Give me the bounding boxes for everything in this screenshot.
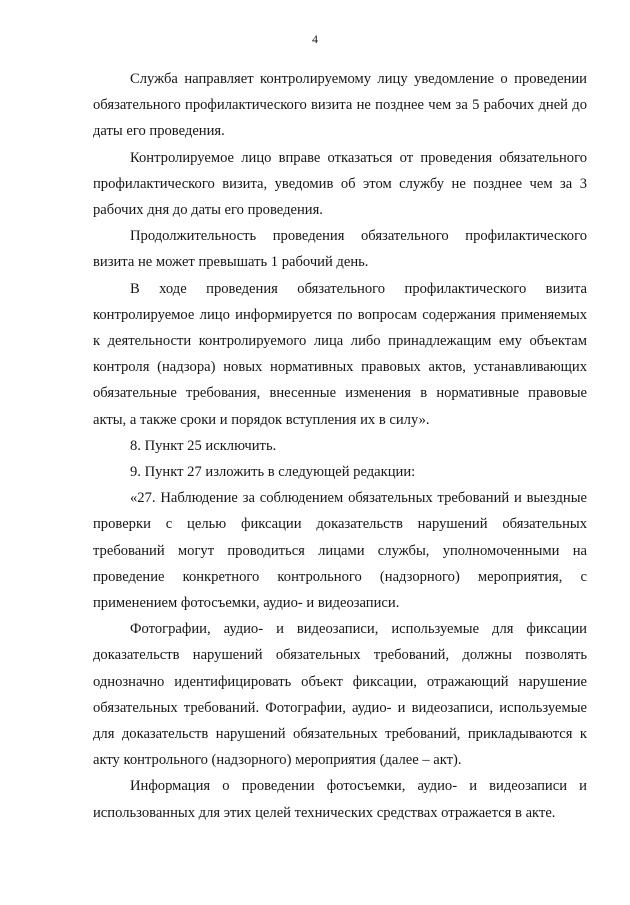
paragraph-visit-information: В ходе проведения обязательного профилактического визита контролируемое лицо информируется по вопросам содержания применяемых к деятельности контролируемого лица либо принадлежащим ему объектам контроля (надзора) новых нормативных правовых актов, устанавливающих обязательные требования, внесенные изменения в нормативные правовые акты, а также сроки и порядок вступления их в силу».: [93, 280, 587, 428]
paragraph-visit-notification: Служба направляет контролируемому лицу уведомление о проведении обязательного профилактического визита не позднее чем за 5 рабочих дней до даты его проведения.: [93, 71, 587, 140]
paragraph-photo-video: Фотографии, аудио- и видеозаписи, используемые для фиксации доказательств нарушений обязательных требований, должны позволять однозначно идентифицировать объект фиксации, отражающий нарушение обязательных требований. Фотографии, аудио- и видеозаписи, используемые для доказательств нарушений обязательных требований, прикладываются к акту контрольного (надзорного) мероприятия (далее – акт).: [93, 621, 587, 769]
paragraph-clause-27: «27. Наблюдение за соблюдением обязательных требований и выездные проверки с целью фиксации доказательств нарушений обязательных требований могут проводиться лицами службы, уполномоченными на проведение конкретного контрольного (надзорного) мероприятия, с применением фотосъемки, аудио- и видеозаписи.: [93, 490, 587, 612]
paragraph-visit-duration: Продолжительность проведения обязательного профилактического визита не может превышать 1 рабочий день.: [93, 228, 587, 271]
paragraph-act-information: Информация о проведении фотосъемки, аудио- и видеозаписи и использованных для этих целей технических средствах отражается в акте.: [93, 778, 587, 821]
paragraph-visit-refusal: Контролируемое лицо вправе отказаться от проведения обязательного профилактического визита, уведомив об этом службу не позднее чем за 3 рабочих дня до даты его проведения.: [93, 149, 587, 219]
document-body: [93, 66, 587, 826]
paragraph-item-8: 8. Пункт 25 исключить.: [130, 437, 277, 454]
page-number: 4: [312, 32, 318, 46]
paragraph-item-9: 9. Пункт 27 изложить в следующей редакции:: [130, 464, 416, 481]
